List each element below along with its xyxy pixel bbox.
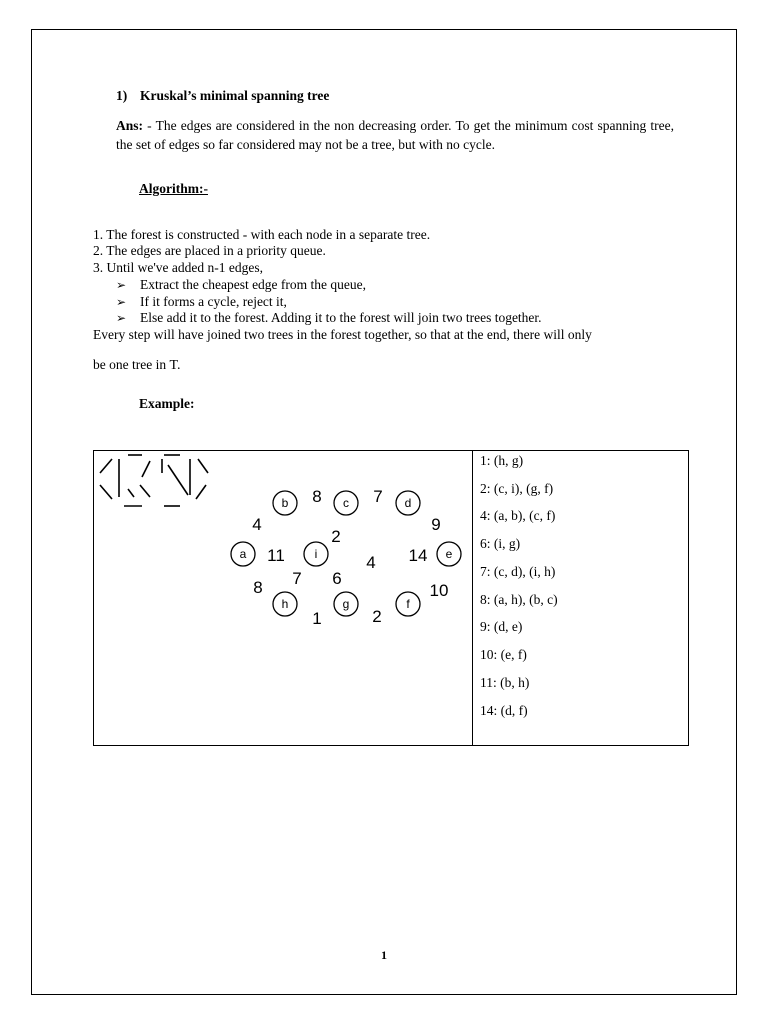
node-label-i: i xyxy=(314,547,318,561)
node-label-e: e xyxy=(445,547,453,561)
drawing-artifact xyxy=(100,455,208,506)
weight-label: 2 xyxy=(372,607,382,626)
section-number: 1) xyxy=(116,88,128,103)
weight-label: 7 xyxy=(292,569,302,588)
edge-list-item: 11: (b, h) xyxy=(480,675,530,690)
artifact-stroke xyxy=(198,459,208,473)
weight-label: 1 xyxy=(312,609,322,628)
weight-label: 8 xyxy=(312,487,322,506)
weight-label: 10 xyxy=(429,581,449,600)
weight-label: 8 xyxy=(253,578,263,597)
substep-text: Extract the cheapest edge from the queue, xyxy=(140,277,367,292)
algorithm-substep-3 xyxy=(116,310,542,326)
answer-text: - The edges are considered in the non decreasing order. To get the minimum cost spanning tree, the set of edges so far considered may not be a tree, but with no cycle. xyxy=(116,118,674,152)
node-label-b: b xyxy=(281,496,289,510)
edge-list-item: 7: (c, d), (i, h) xyxy=(480,564,556,579)
weight-label: 4 xyxy=(252,515,262,534)
algorithm-substep-1 xyxy=(116,277,366,293)
arrow-bullet-icon: ➢ xyxy=(116,311,127,325)
substep-text: Else add it to the forest. Adding it to the forest will join two trees together. xyxy=(140,310,542,325)
node-label-d: d xyxy=(404,496,412,510)
example-heading: Example: xyxy=(139,396,195,411)
artifact-stroke xyxy=(100,459,112,473)
arrow-bullet-icon: ➢ xyxy=(116,295,127,309)
edge-list-item: 8: (a, h), (b, c) xyxy=(480,592,558,607)
conclusion-line-2 xyxy=(93,357,180,374)
algorithm-step-3: 3. Until we've added n-1 edges, xyxy=(93,260,264,275)
weight-label: 6 xyxy=(332,569,342,588)
artifact-stroke xyxy=(168,465,188,495)
arrow-bullet-icon: ➢ xyxy=(116,278,127,292)
node-label-c: c xyxy=(343,496,349,510)
node-label-a: a xyxy=(239,547,247,561)
artifact-stroke xyxy=(128,489,134,497)
substep-text: If it forms a cycle, reject it, xyxy=(140,294,287,309)
algorithm-step-2: 2. The edges are placed in a priority queue. xyxy=(93,243,326,258)
example-graph xyxy=(94,451,472,745)
edge-list-item: 14: (d, f) xyxy=(480,703,528,718)
edge-list-item: 10: (e, f) xyxy=(480,647,527,662)
node-label-g: g xyxy=(342,597,350,611)
weight-label: 4 xyxy=(366,553,376,572)
edge-list-item: 4: (a, b), (c, f) xyxy=(480,508,556,523)
section-heading xyxy=(116,88,329,104)
section-title: Kruskal’s minimal spanning tree xyxy=(140,88,330,103)
artifact-stroke xyxy=(142,461,150,477)
algorithm-substep-2 xyxy=(116,294,287,310)
weight-label: 14 xyxy=(408,546,428,565)
weight-label: 11 xyxy=(267,546,285,565)
answer-label: Ans: xyxy=(116,118,144,133)
node-label-h: h xyxy=(281,597,289,611)
algorithm-step-1: 1. The forest is constructed - with each node in a separate tree. xyxy=(93,227,431,242)
conclusion-line-1: Every step will have joined two trees in the forest together, so that at the end, there will only xyxy=(93,327,592,342)
weight-label: 9 xyxy=(431,515,441,534)
conclusion-text: be one tree in xyxy=(93,357,170,372)
node-label-f: f xyxy=(406,597,410,611)
weight-label: 2 xyxy=(331,527,341,546)
weight-label: 7 xyxy=(373,487,383,506)
edge-list-item: 9: (d, e) xyxy=(480,619,523,634)
artifact-stroke xyxy=(196,485,206,499)
tree-symbol: T. xyxy=(169,358,181,373)
algorithm-heading: Algorithm:- xyxy=(139,181,208,196)
artifact-stroke xyxy=(140,485,150,497)
edge-list-item: 2: (c, i), (g, f) xyxy=(480,481,554,496)
artifact-stroke xyxy=(100,485,112,499)
page-number: 1 xyxy=(381,948,387,962)
table-divider xyxy=(472,450,473,746)
answer-paragraph xyxy=(116,116,674,154)
edge-list-item: 1: (h, g) xyxy=(480,453,524,468)
edge-list-item: 6: (i, g) xyxy=(480,536,521,551)
